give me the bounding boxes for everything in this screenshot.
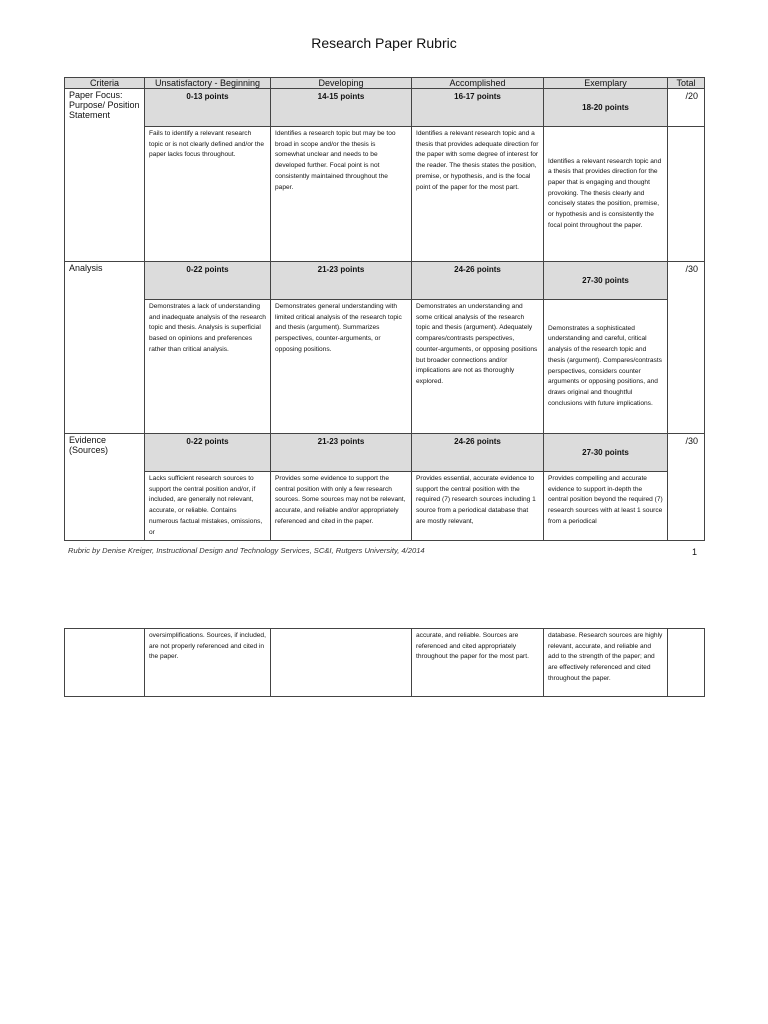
header-row: [65, 78, 705, 89]
points-cell: 27-30 points: [544, 434, 668, 472]
description-cell: Identifies a relevant research topic and a thesis that provides adequate direction for the paper with some degree of interest for the reader. The thesis states the position, premise, or hypothesis, and is the focal point of the paper for the most part.: [412, 127, 544, 262]
header-total: Total: [668, 78, 705, 89]
description-cell: Fails to identify a relevant research topic or is not clearly defined and/or the paper lacks focus throughout.: [145, 127, 271, 262]
points-cell: 27-30 points: [544, 262, 668, 300]
description-cell: Provides compelling and accurate evidence to support in-depth the central position beyond the required (7) research sources with at least 1 source from a periodical: [544, 472, 668, 541]
criteria-cell: Evidence (Sources): [65, 434, 145, 541]
header-developing: Developing: [271, 78, 412, 89]
criteria-cell: Paper Focus: Purpose/ Position Statement: [65, 89, 145, 262]
footer-credit: Rubric by Denise Kreiger, Instructional Design and Technology Services, SC&I, Rutgers University, 4/2014: [68, 546, 425, 555]
page-title: Research Paper Rubric: [311, 35, 457, 51]
total-cell: /30: [668, 434, 705, 541]
points-cell: 18-20 points: [544, 89, 668, 127]
rubric-continuation-table: [64, 628, 705, 697]
description-cell: Demonstrates general understanding with limited critical analysis of the research topic and thesis (argument). Summarizes perspectives, counter-arguments, or opposing positions.: [271, 300, 412, 434]
description-cell: Demonstrates a lack of understanding and inadequate analysis of the research topic and thesis. Analysis is superficial based on opinions and preferences rather than critical analysis.: [145, 300, 271, 434]
rubric-table: [64, 77, 705, 541]
continuation-cell: [271, 629, 412, 697]
description-cell: Provides some evidence to support the central position with only a few research sources. Some sources may not be relevant, accurate, and reliable and/or appropriately referenced and cited in the paper.: [271, 472, 412, 541]
continuation-cell: database. Research sources are highly relevant, accurate, and reliable and add to the strength of the paper; and are effectively referenced and cited throughout the paper.: [544, 629, 668, 697]
total-cell: /30: [668, 262, 705, 434]
points-cell: 24-26 points: [412, 262, 544, 300]
continuation-cell: [65, 629, 145, 697]
description-row: [65, 472, 705, 541]
description-cell: Demonstrates a sophisticated understanding and careful, critical analysis of the research topic and thesis (argument). Compares/contrasts perspectives, considers counter arguments or opposing positions, and draws original and thoughtful conclusions with future implications.: [544, 300, 668, 434]
points-cell: 0-13 points: [145, 89, 271, 127]
total-cell: /20: [668, 89, 705, 127]
continuation-cell: [668, 629, 705, 697]
points-cell: 21-23 points: [271, 262, 412, 300]
header-exemplary: Exemplary: [544, 78, 668, 89]
continuation-cell: accurate, and reliable. Sources are referenced and cited appropriately throughout the paper for the most part.: [412, 629, 544, 697]
criteria-cell: Analysis: [65, 262, 145, 434]
description-cell: Provides essential, accurate evidence to support the central position with the required (7) research sources including 1 source from a periodical database that are mostly relevant,: [412, 472, 544, 541]
points-cell: 24-26 points: [412, 434, 544, 472]
header-accomplished: Accomplished: [412, 78, 544, 89]
continuation-row: [65, 629, 705, 697]
description-cell: Lacks sufficient research sources to support the central position and/or, if included, are generally not relevant, accurate, or reliable. Contains numerous factual mistakes, omissions, or: [145, 472, 271, 541]
description-cell: Identifies a research topic but may be too broad in scope and/or the thesis is somewhat unclear and needs to be developed further. Focal point is not consistently maintained throughout the paper.: [271, 127, 412, 262]
points-cell: 16-17 points: [412, 89, 544, 127]
points-row: [65, 89, 705, 127]
description-cell: Identifies a relevant research topic and a thesis that provides direction for the paper that is engaging and thought provoking. The thesis clearly and concisely states the position, premise, or hypothesis and is consistently the focal point throughout the paper.: [544, 127, 668, 262]
points-row: [65, 434, 705, 472]
continuation-cell: oversimplifications. Sources, if included, are not properly referenced and cited in the paper.: [145, 629, 271, 697]
points-cell: 14-15 points: [271, 89, 412, 127]
total-empty-cell: [668, 127, 705, 262]
description-row: [65, 127, 705, 262]
header-criteria: Criteria: [65, 78, 145, 89]
header-unsatisfactory: Unsatisfactory - Beginning: [145, 78, 271, 89]
points-cell: 0-22 points: [145, 434, 271, 472]
page-number: 1: [692, 547, 698, 557]
description-cell: Demonstrates an understanding and some critical analysis of the research topic and thesis (argument). Adequately compares/contrasts perspectives, counter-arguments, or opposing positions but broader connections and/or implications are not as thoroughly explored.: [412, 300, 544, 434]
points-cell: 0-22 points: [145, 262, 271, 300]
points-row: [65, 262, 705, 300]
points-cell: 21-23 points: [271, 434, 412, 472]
description-row: [65, 300, 705, 434]
